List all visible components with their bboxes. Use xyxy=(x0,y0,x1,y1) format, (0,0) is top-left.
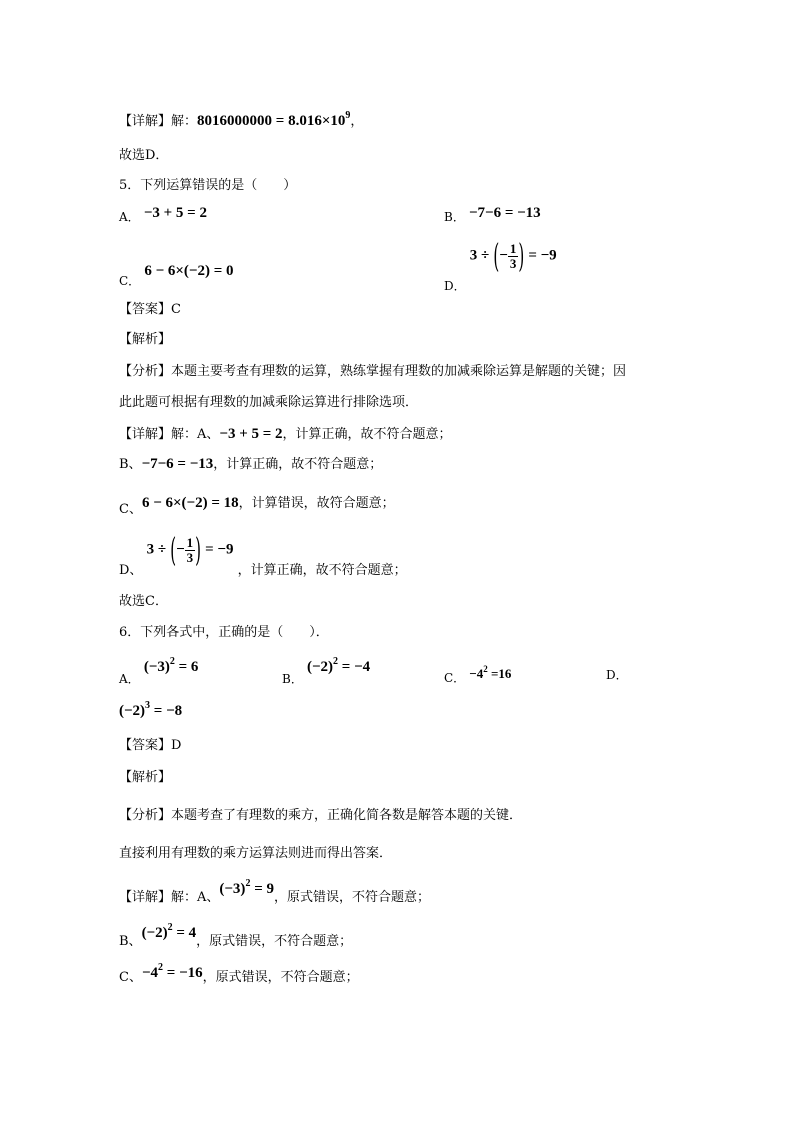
math-expression: (−2) xyxy=(141,925,168,941)
detail-label: B、 xyxy=(119,934,142,949)
minus-sign: − xyxy=(176,541,185,558)
detail-label: 【详解】解：A、 xyxy=(119,427,220,442)
detail-text: ，计算正确，故不符合题意； xyxy=(213,457,383,472)
q5-option-d xyxy=(444,236,557,293)
q6-analysis-title: 【解析】 xyxy=(119,770,172,785)
q5-detail-a xyxy=(119,425,452,443)
math-expression: = −16 xyxy=(163,965,203,981)
detail-label: B、 xyxy=(119,457,142,472)
option-label: D． xyxy=(606,668,628,682)
q5-detail-b xyxy=(119,455,382,473)
option-label: C． xyxy=(444,671,466,685)
detail-text: ，计算正确，故不符合题意； xyxy=(237,562,407,578)
q6-analysis-line-1: 【分析】本题考查了有理数的乘方，正确化简各数是解答本题的关键． xyxy=(119,808,523,823)
q6-option-c xyxy=(444,664,511,683)
detail-text: ，原式错误，不符合题意； xyxy=(196,934,353,949)
q5-option-a xyxy=(119,205,207,226)
fraction-denominator: 3 xyxy=(509,255,517,271)
math-expression: −7−6 = −13 xyxy=(468,205,541,221)
math-expression: = 9 xyxy=(250,881,274,897)
math-expression: = −4 xyxy=(338,659,371,675)
q6-detail-c xyxy=(119,962,359,985)
fraction-denominator: 3 xyxy=(186,549,194,565)
exponent: 2 xyxy=(167,922,173,933)
q6-question: 6．下列各式中，正确的是（ ）． xyxy=(119,625,329,640)
q5-analysis-line-1: 【分析】本题主要考查有理数的运算，熟练掌握有理数的加减乘除运算是解题的关键；因 xyxy=(119,364,627,379)
exponent: 3 xyxy=(145,700,151,711)
q4-detail-line xyxy=(119,110,363,130)
q5-detail-d xyxy=(119,530,407,578)
math-expression: (−2) xyxy=(306,659,334,675)
option-label: B． xyxy=(282,672,303,686)
right-paren: ) xyxy=(518,236,525,276)
q5-option-c xyxy=(119,262,234,288)
minus-sign: − xyxy=(499,247,508,264)
detail-label: C、 xyxy=(119,970,142,985)
option-label: C． xyxy=(119,274,141,288)
exponent: 2 xyxy=(169,656,175,667)
math-expression: = 4 xyxy=(172,925,197,941)
math-expression: −7−6 = −13 xyxy=(141,456,214,472)
detail-label: D、 xyxy=(119,562,143,578)
left-paren: ( xyxy=(170,530,177,570)
q6-option-d-label xyxy=(606,668,628,684)
detail-text: ，原式错误，不符合题意； xyxy=(202,970,359,985)
detail-label: C、 xyxy=(119,502,142,517)
math-expression: 3 ÷ xyxy=(469,247,490,264)
fraction-numerator: 1 xyxy=(509,241,517,256)
math-expression: =16 xyxy=(487,666,512,681)
fraction xyxy=(185,536,196,564)
exponent: 2 xyxy=(245,878,251,889)
left-paren: ( xyxy=(493,236,500,276)
math-expression: (−3) xyxy=(219,881,246,897)
q6-analysis-line-2: 直接利用有理数的乘方运算法则进而得出答案． xyxy=(119,846,393,861)
math-expression: = 6 xyxy=(174,659,199,675)
exponent: 2 xyxy=(333,656,339,667)
math-expression: (−2) xyxy=(119,703,146,719)
detail-text: ，计算正确，故不符合题意； xyxy=(282,427,452,442)
fraction xyxy=(508,242,519,270)
math-expression: 3 ÷ xyxy=(146,541,167,558)
q5-analysis-title: 【解析】 xyxy=(119,332,172,347)
math-expression: 6 − 6×(−2) = 0 xyxy=(144,263,234,279)
math-expression: −3 + 5 = 2 xyxy=(219,426,283,442)
math-expression: −3 + 5 = 2 xyxy=(143,205,207,221)
math-expression: 6 − 6×(−2) = 18 xyxy=(141,495,239,511)
right-paren: ) xyxy=(195,530,201,570)
exponent: 2 xyxy=(158,962,164,973)
detail-text: ，计算错误，故符合题意； xyxy=(238,496,395,511)
exponent: 9 xyxy=(345,110,351,121)
math-expression: −4 xyxy=(141,965,159,981)
detail-label: 【详解】解： xyxy=(119,114,198,129)
fraction-numerator: 1 xyxy=(186,535,194,550)
q4-conclusion: 故选D． xyxy=(119,148,169,163)
q5-detail-c xyxy=(119,494,395,517)
math-expression: 8016000000 = 8.016×10 xyxy=(197,113,346,129)
math-expression: (−3) xyxy=(143,659,170,675)
math-expression: = −8 xyxy=(150,703,183,719)
q6-option-b xyxy=(282,656,371,686)
q5-analysis-line-2: 此此题可根据有理数的加减乘除运算进行排除选项． xyxy=(119,395,419,410)
q6-detail-b xyxy=(119,922,353,949)
q6-detail-a xyxy=(119,878,431,905)
option-label: B． xyxy=(444,210,465,224)
q5-conclusion: 故选C． xyxy=(119,594,168,609)
exponent: 2 xyxy=(483,664,488,674)
detail-text: ，原式错误，不符合题意； xyxy=(274,890,431,905)
option-label: A． xyxy=(119,672,140,686)
q5-option-b xyxy=(444,205,541,226)
option-label: A． xyxy=(119,210,140,224)
math-expression: = −9 xyxy=(528,247,557,264)
detail-label: 【详解】解：A、 xyxy=(119,890,220,905)
punctuation: ， xyxy=(350,114,364,129)
q6-option-d-expr xyxy=(119,700,182,720)
q5-question: 5．下列运算错误的是（ ） xyxy=(119,178,297,193)
option-label: D． xyxy=(444,278,466,293)
q5-answer: 【答案】C xyxy=(119,302,181,317)
q6-answer: 【答案】D xyxy=(119,738,182,753)
math-expression: = −9 xyxy=(205,541,234,558)
math-expression: −4 xyxy=(469,666,484,681)
q6-option-a xyxy=(119,656,199,686)
